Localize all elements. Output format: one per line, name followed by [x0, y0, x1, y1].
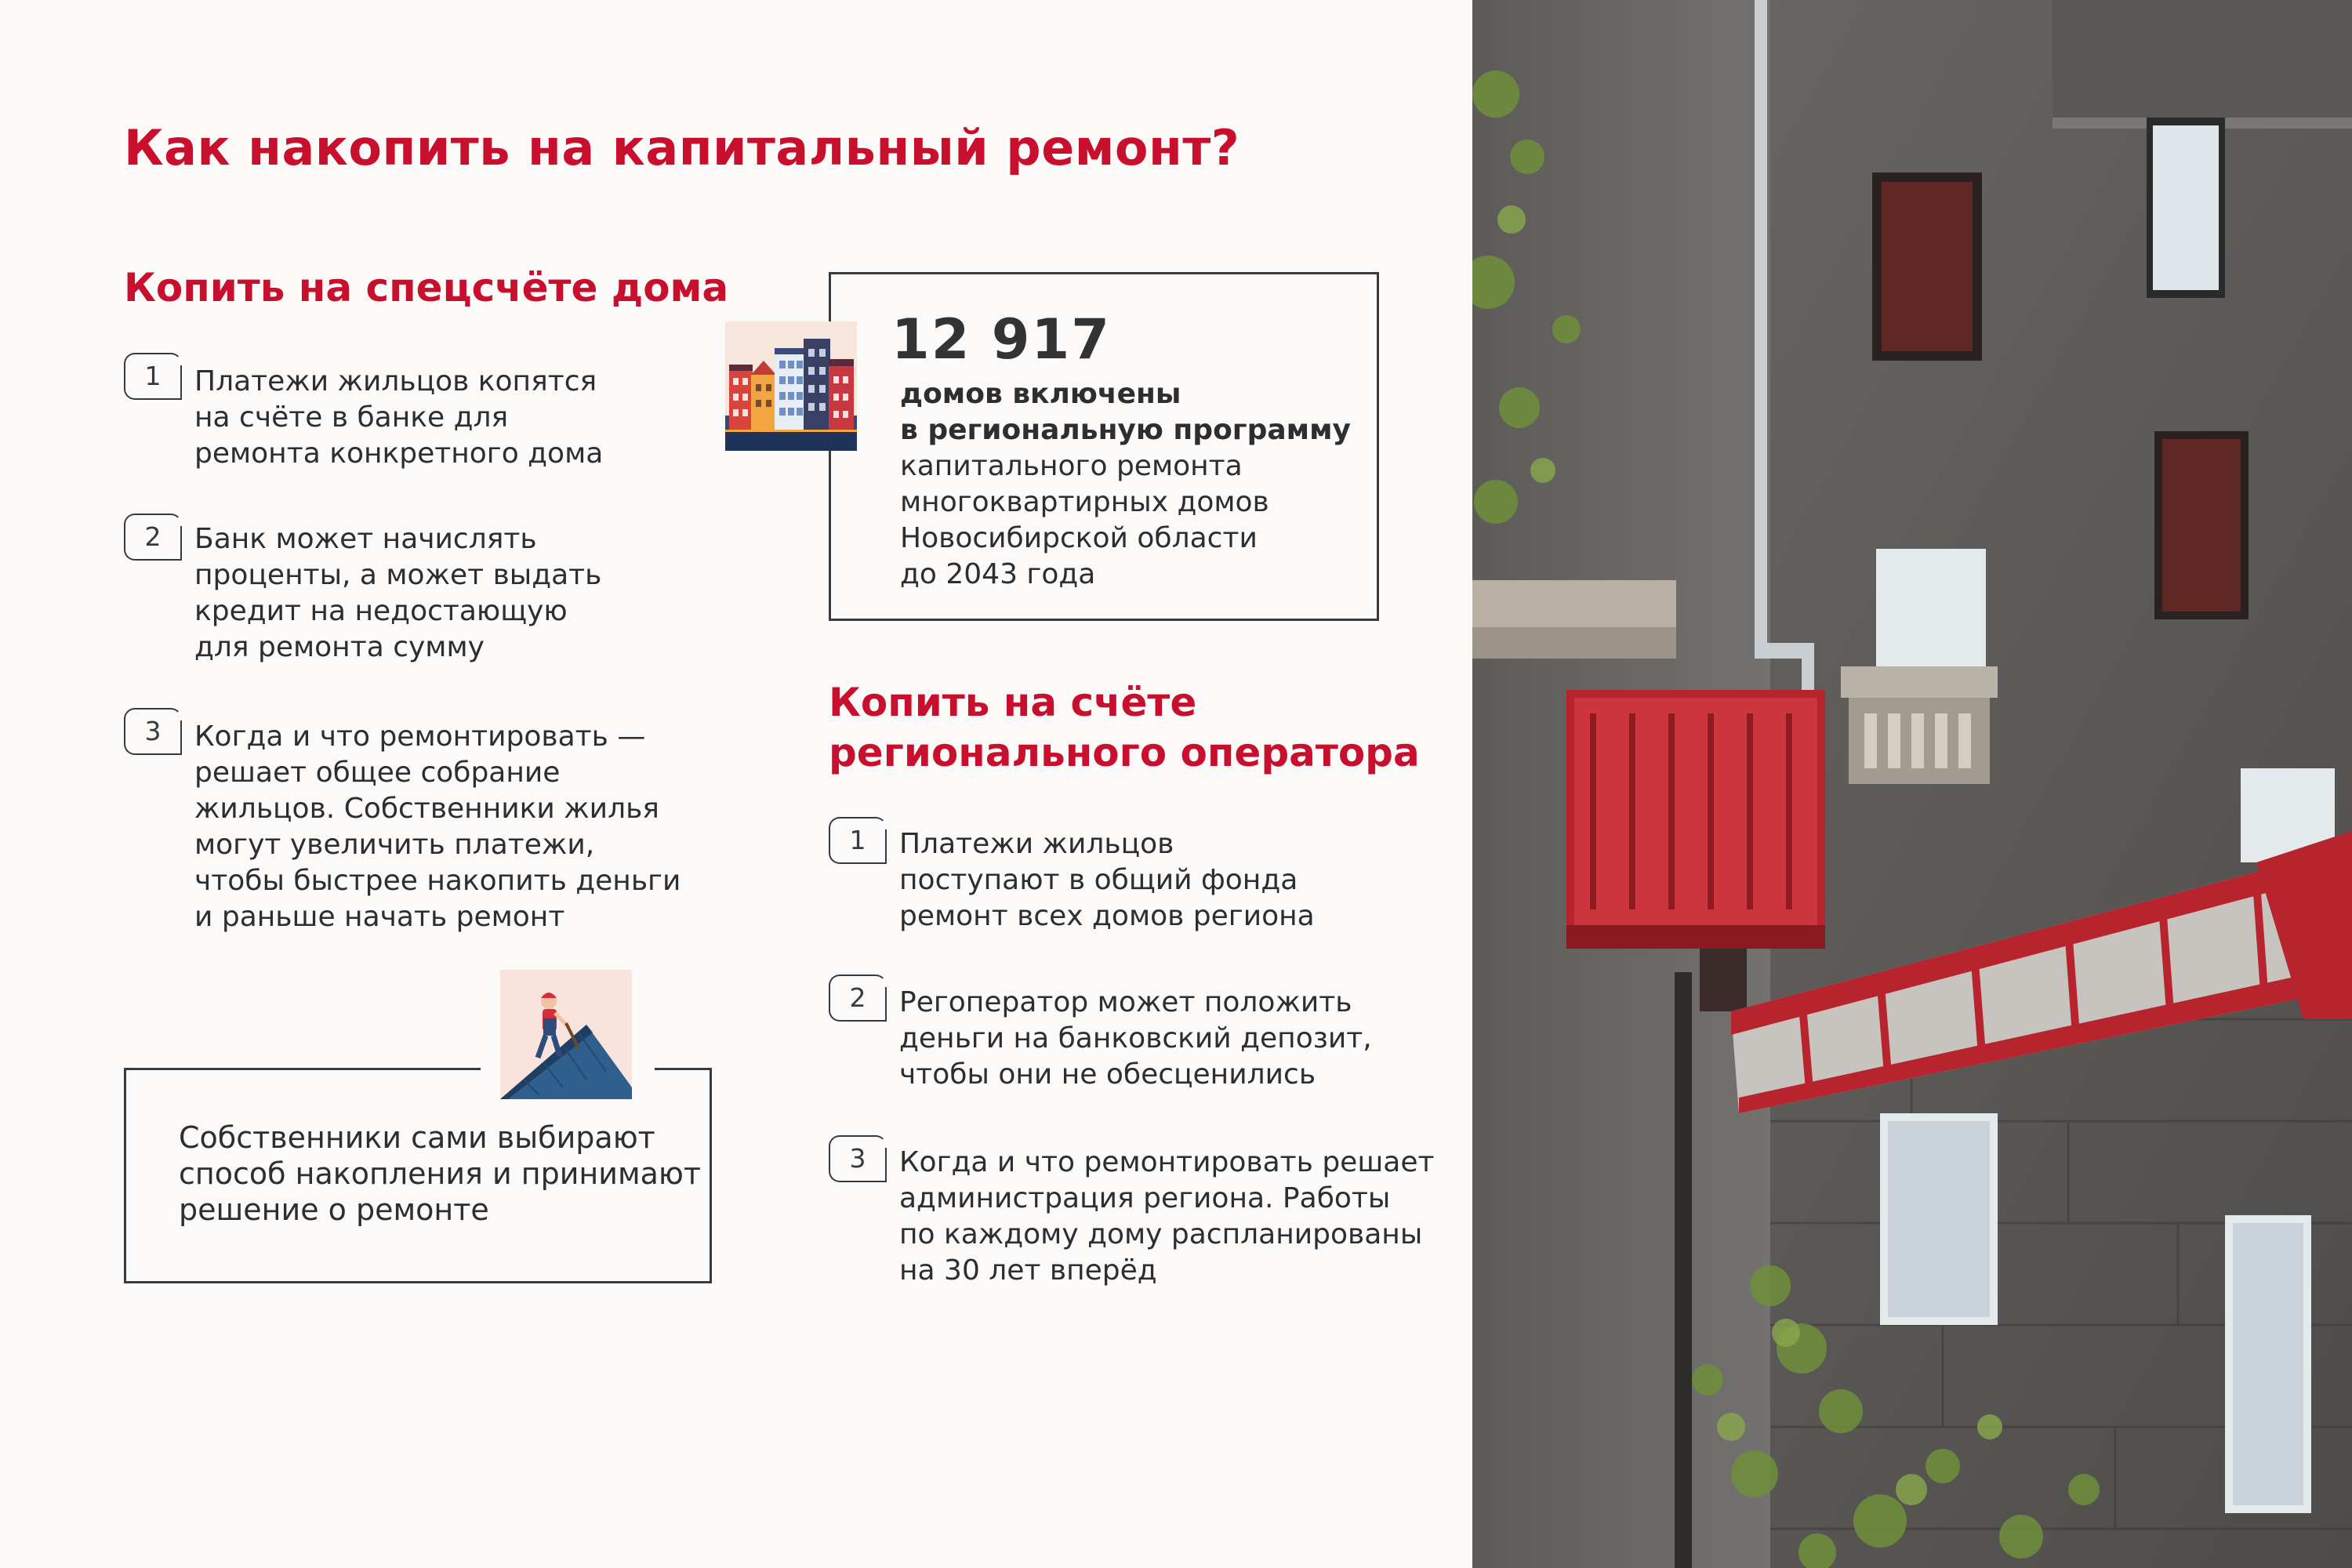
step-number: 3 — [124, 708, 182, 755]
divider — [124, 1068, 481, 1070]
step-text: Когда и что ремонтировать — решает общее собрание жильцов. Собственники жилья могут увеличить платежи, чтобы быстрее накопить деньги и раньше начать ремонт — [194, 720, 681, 933]
step-text: Платежи жильцов копятся на счёте в банке для ремонта конкретного дома — [194, 365, 604, 470]
building-photo — [1472, 0, 2352, 1568]
step-number: 1 — [829, 817, 887, 864]
step-text: Банк может начислять проценты, а может выдать кредит на недостающую для ремонта сумму — [194, 523, 602, 663]
step-text: Платежи жильцов поступают в общий фонда ремонт всех домов региона — [899, 828, 1315, 932]
step-number: 2 — [829, 975, 887, 1022]
roofer-worker-icon — [500, 970, 632, 1099]
spec-account-heading: Копить на спецсчёте дома — [124, 265, 729, 310]
stat-text: капитального ремонта многоквартирных домов Новосибирской области до 2043 года — [900, 450, 1269, 590]
page-title: Как накопить на капитальный ремонт? — [124, 119, 1240, 176]
divider — [655, 1068, 712, 1070]
step-number: 2 — [124, 514, 182, 561]
step-number: 3 — [829, 1135, 887, 1182]
note-text: Собственники сами выбирают способ накопления и принимают решение о ремонте — [179, 1120, 702, 1227]
regional-operator-heading: Копить на счёте регионального оператора — [829, 680, 1420, 775]
stat-bold-text: домов включены в региональную программу — [900, 378, 1351, 446]
step-number: 1 — [124, 353, 182, 400]
step-text: Когда и что ремонтировать решает администрация региона. Работы по каждому дому распланированы на 30 лет вперёд — [899, 1146, 1435, 1287]
apartment-buildings-icon — [725, 321, 857, 451]
stat-number: 12 917 — [891, 307, 1111, 372]
step-text: Регоператор может положить деньги на банковский депозит, чтобы они не обесценились — [899, 986, 1372, 1091]
